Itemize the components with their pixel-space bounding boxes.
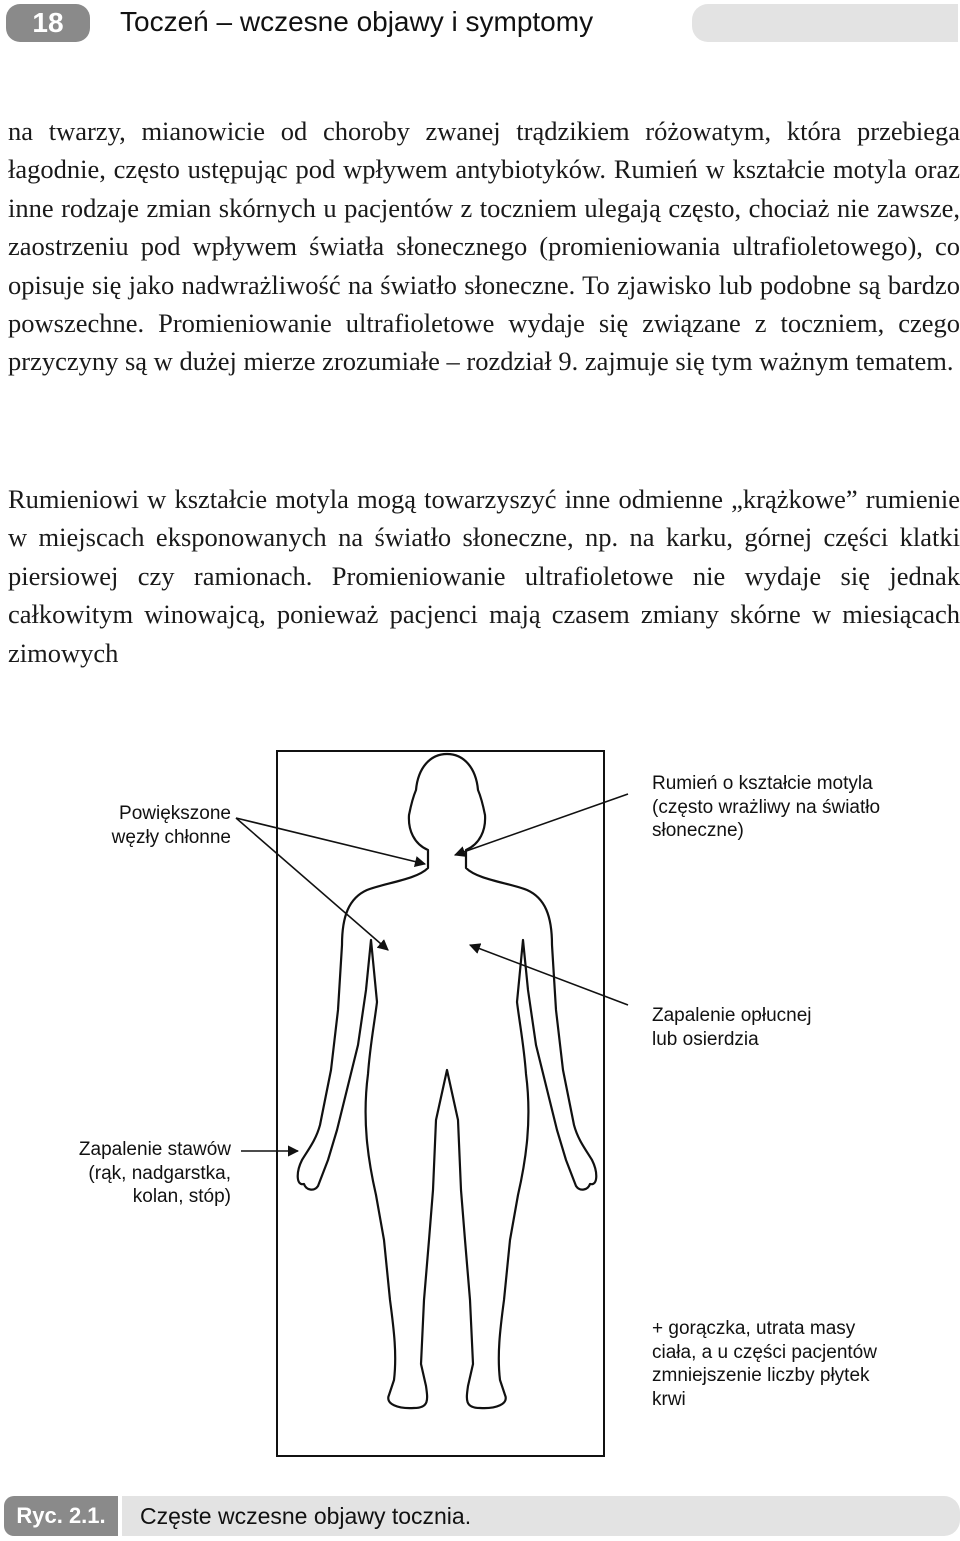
pointer-lymph-axilla xyxy=(236,818,388,950)
label-pleurisy: Zapalenie opłucnej lub osierdzia xyxy=(652,1005,812,1050)
pointer-lymph-neck xyxy=(236,818,425,864)
running-title: Toczeń – wczesne objawy i symptomy xyxy=(120,6,594,37)
pointer-butterfly-rash xyxy=(455,794,628,855)
label-butterfly-rash: Rumień o kształcie motyla (często wrażliwy na światło słoneczne) xyxy=(652,773,881,841)
caption-text: Częste wczesne objawy tocznia. xyxy=(140,1503,472,1529)
figure-body-diagram xyxy=(0,740,960,1460)
page-number-badge: 18 xyxy=(6,4,90,42)
label-systemic-symptoms: + gorączka, utrata masy ciała, a u części pacjentów zmniejszenie liczby płytek krwi xyxy=(652,1318,877,1410)
label-arthritis: Zapalenie stawów (rąk, nadgarstka, kolan, stóp) xyxy=(78,1139,231,1207)
human-body-outline xyxy=(298,754,597,1408)
figure-number-badge: Ryc. 2.1. xyxy=(4,1496,118,1536)
label-lymph-nodes: Powiększone węzły chłonne xyxy=(111,803,231,848)
body-paragraph-2: Rumieniowi w kształcie motyla mogą towarzyszyć inne odmienne „krążkowe” rumienie w miejscach eksponowanych na światło słoneczne, np. na karku, górnej części klatki piersiowej czy ramionach. Promieniowanie ultrafioletowe nie wydaje się jednak całkowitym winowajcą, ponieważ pacjenci mają czasem zmiany skórne w miesiącach zimowych xyxy=(8,484,960,668)
header-decorative-bar xyxy=(692,4,958,42)
body-paragraph-1: na twarzy, mianowicie od choroby zwanej trądzikiem różowatym, która przebiega łagodnie, często ustępując pod wpływem antybiotyków. Rumień w kształcie motyla oraz inne rodzaje zmian skórnych u pacjentów z toczniem ulegają często, chociaż nie zawsze, zaostrzeniu pod wpływem światła słonecznego (promieniowania ultrafioletowego), co opisuje się jako nadwrażliwość na światło słoneczne. To zjawisko lub podobne są bardzo powszechne. Promieniowanie ultrafioletowe wydaje się związane z toczniem, czego przyczyny są w dużej mierze zrozumiałe – rozdział 9. zajmuje się tym ważnym tematem. xyxy=(8,116,960,377)
page-header xyxy=(0,0,960,48)
